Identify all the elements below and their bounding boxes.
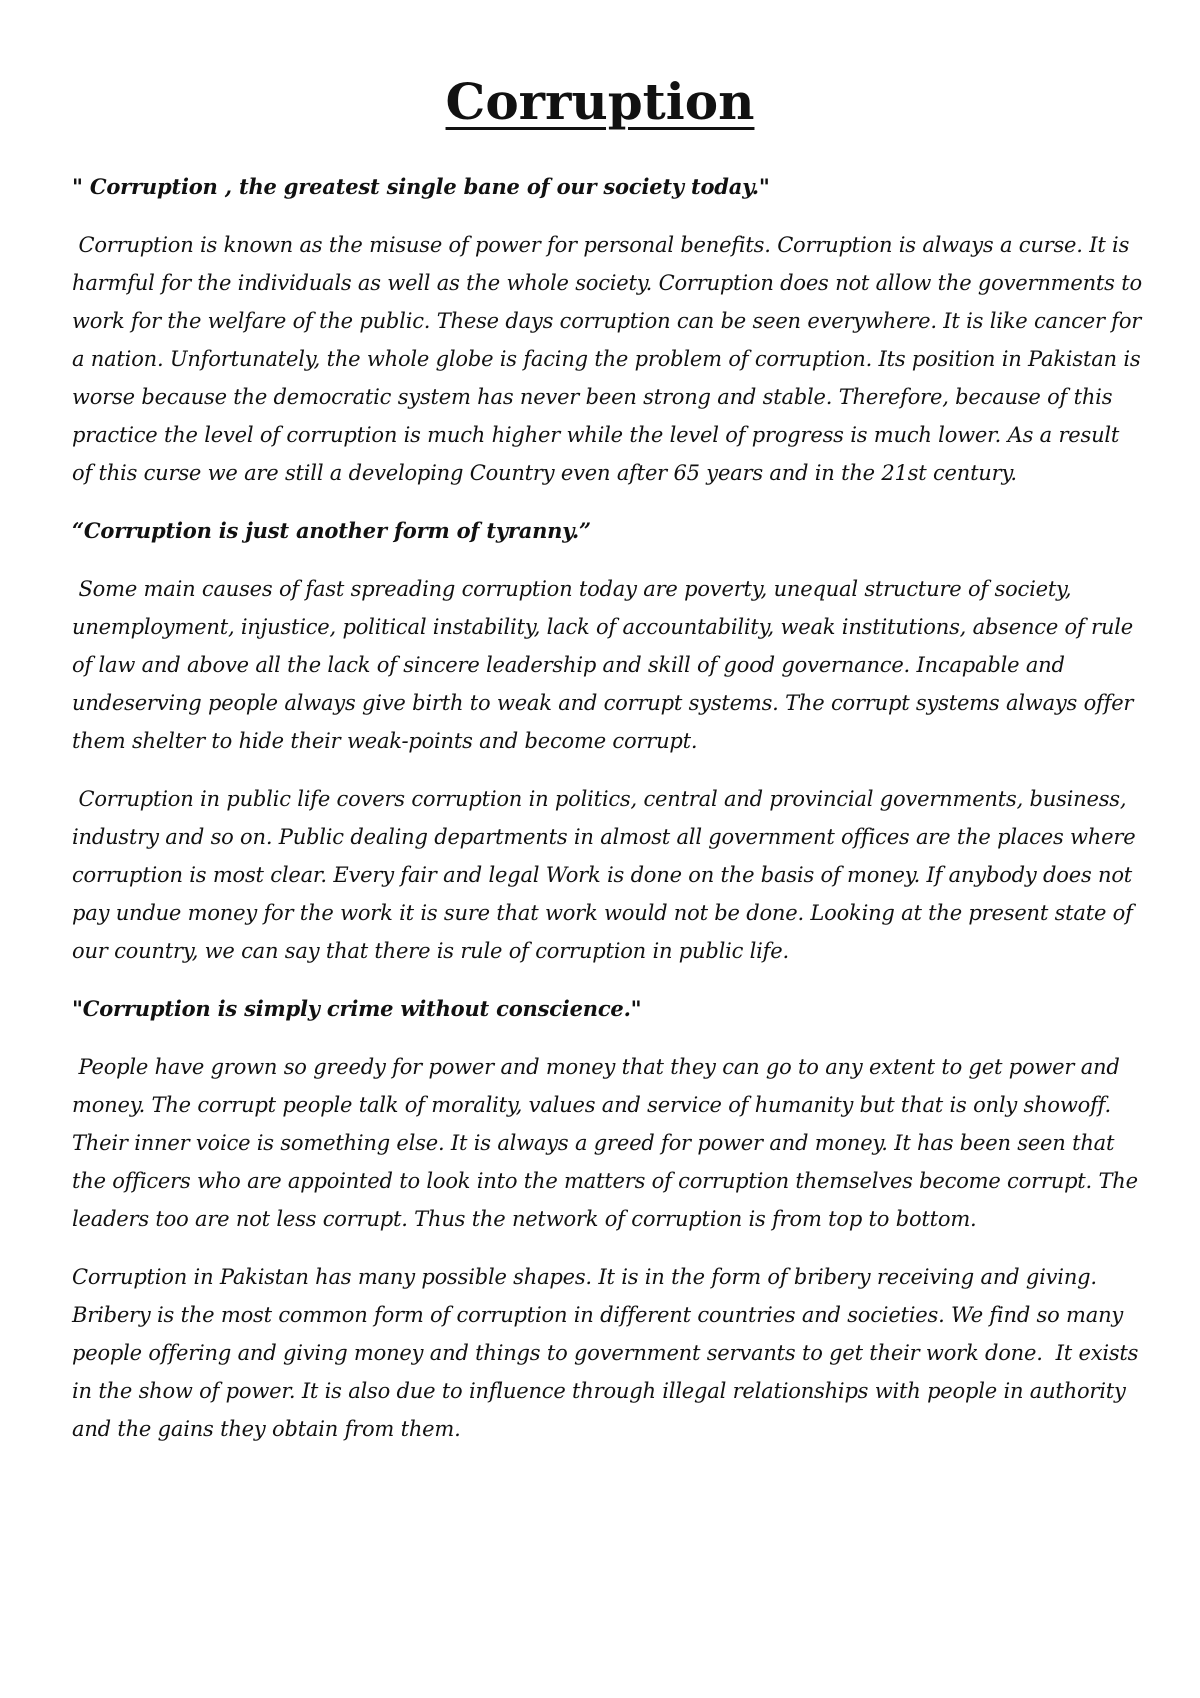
opening-quote: " Corruption , the greatest single bane of our society today." — [72, 174, 770, 199]
paragraph-definition: Corruption is known as the misuse of power for personal benefits. Corruption is always a curse. It is harmful for the individuals as well as the whole society. Corruption does not allow the governments to work for the welfare of the public. These days corruption can be seen everywhere. It is like cancer for a nation. Unfortunately, the whole globe is facing the problem of corruption. Its position in Pakistan is worse because the democratic system has never been strong and stable. Therefore, because of this practice the level of corruption is much higher while the level of progress is much lower. As a result of this curse we are still a developing Country even after 65 years and in the 21st century. — [72, 233, 1149, 485]
conscience-quote: "Corruption is simply crime without conscience." — [72, 996, 642, 1021]
paragraph-forms: Corruption in Pakistan has many possible shapes. It is in the form of bribery receiving and giving. Bribery is the most common form of corruption in different countries and societies. We find so many people offering and giving money and things to government servants to get their work done. It exists in the show of power. It is also due to influence through illegal relationships with people in authority and the gains they obtain from them. — [72, 1265, 1145, 1441]
page-title: Corruption — [445, 72, 755, 131]
paragraph-greed: People have grown so greedy for power and money that they can go to any extent to get power and money. The corrupt people talk of morality, values and service of humanity but that is only showoff. Their inner voice is something else. It is always a greed for power and money. It has been seen that the officers who are appointed to look into the matters of corruption themselves become corrupt. The leaders too are not less corrupt. Thus the network of corruption is from top to bottom. — [72, 1055, 1145, 1231]
paragraph-public-life: Corruption in public life covers corruption in politics, central and provincial governments, business, industry and so on. Public dealing departments in almost all government offices are the places where corruption is most clear. Every fair and legal Work is done on the basis of money. If anybody does not pay undue money for the work it is sure that work would not be done. Looking at the present state of our country, we can say that there is rule of corruption in public life. — [72, 787, 1142, 963]
essay-body — [72, 168, 1149, 1468]
tyranny-quote: “Corruption is just another form of tyranny.” — [72, 518, 591, 543]
paragraph-causes: Some main causes of fast spreading corruption today are poverty, unequal structure of society, unemployment, injustice, political instability, lack of accountability, weak institutions, absence of rule of law and above all the lack of sincere leadership and skill of good governance. Incapable and undeserving people always give birth to weak and corrupt systems. The corrupt systems always offer them shelter to hide their weak-points and become corrupt. — [72, 577, 1140, 753]
